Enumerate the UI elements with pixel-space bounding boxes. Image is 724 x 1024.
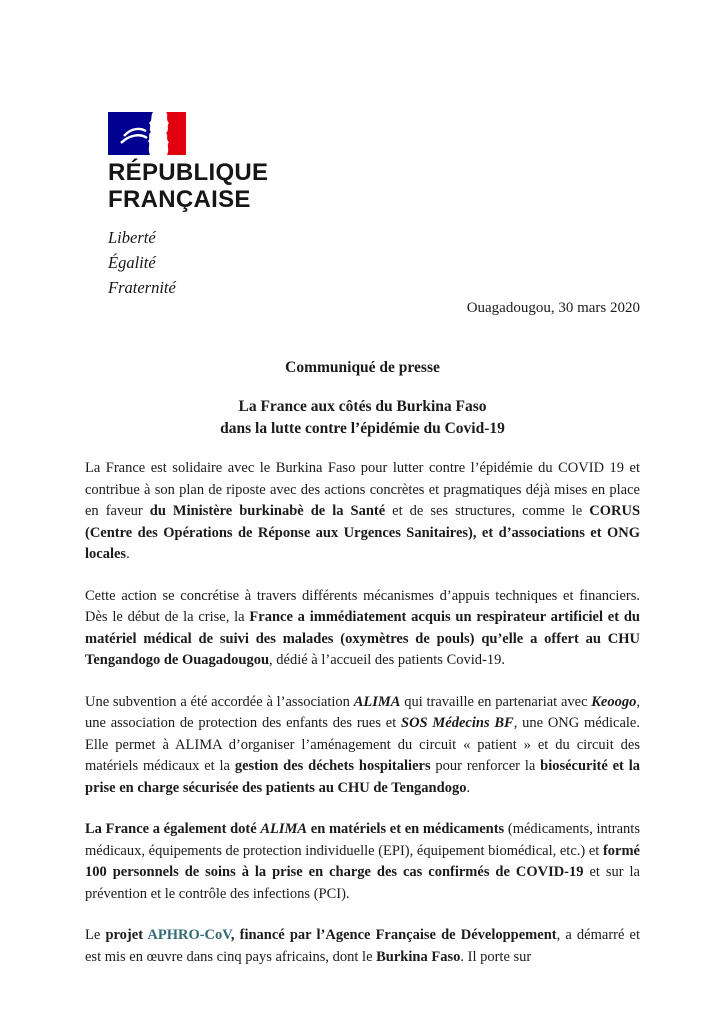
- republic-wordmark: [108, 159, 268, 213]
- document-title: [85, 396, 640, 440]
- document-body: [85, 358, 644, 988]
- text-run: France a immédiatement acquis un respirateur artificiel et du matériel médical de suivi des malades (oxymètres de pouls) qu’elle a offert au CHU Tengandogo de Ouagadougou: [85, 609, 644, 668]
- wordmark-line-1: RÉPUBLIQUE: [108, 159, 269, 186]
- text-run: et de ses structures, comme le: [385, 503, 590, 519]
- text-run: , a démarré et est mis en œuvre dans cinq pays africains, dont le: [85, 927, 644, 965]
- paragraph: [85, 458, 644, 566]
- text-run: , dédié à l’accueil des patients Covid-19.: [269, 652, 505, 668]
- french-republic-logo: [108, 112, 268, 300]
- text-run: projet: [105, 927, 148, 943]
- text-run: Burkina Faso: [376, 948, 461, 965]
- kicker: Communiqué de presse: [285, 359, 440, 376]
- motto-egalite: Égalité: [108, 253, 156, 272]
- text-run: ALIMA: [353, 693, 401, 710]
- text-run: , financé par l’Agence Française de Développement: [230, 927, 557, 943]
- paragraph: [85, 692, 644, 800]
- flag-red-shape: [165, 112, 186, 155]
- marianne-flag-icon: [108, 112, 186, 155]
- text-run: formé 100 personnels de soins à la prise en charge des cas confirmés de COVID-19: [85, 842, 644, 880]
- paragraph: [85, 819, 644, 905]
- wordmark-line-2: FRANÇAISE: [108, 186, 251, 213]
- text-run: .: [466, 779, 471, 796]
- text-run: Cette action se concrétise à travers différents mécanismes d’appuis techniques et financiers. Dès le début de la crise, la: [85, 587, 644, 625]
- text-run: La France est solidaire avec le Burkina Faso pour lutter contre l’épidémie du COVID 19 et contribue à son plan de riposte avec des actions concrètes et pragmatiques déjà mises en place en faveur: [85, 460, 644, 519]
- text-run: APHRO-CoV: [147, 927, 231, 943]
- paragraph: [85, 586, 644, 672]
- motto-liberte: Liberté: [108, 228, 156, 247]
- text-run: Une subvention a été accordée à l’association: [85, 693, 354, 710]
- dateline: Ouagadougou, 30 mars 2020: [466, 300, 640, 316]
- motto-fraternite: Fraternité: [108, 278, 176, 297]
- text-run: CORUS (Centre des Opérations de Réponse aux Urgences Sanitaires), et d’associations et ONG locales: [85, 503, 644, 562]
- motto: [108, 225, 268, 300]
- flag-blue-shape: [108, 112, 153, 155]
- text-run: Le: [85, 927, 106, 943]
- text-run: . Il porte sur: [460, 948, 532, 965]
- text-run: biosécurité et la prise en charge sécurisée des patients au CHU de Tengandogo: [85, 758, 644, 796]
- text-run: qui travaille en partenariat avec: [400, 693, 592, 710]
- text-run: SOS Médecins BF: [401, 715, 514, 731]
- text-run: et sur la prévention et le contrôle des infections (PCI).: [85, 864, 644, 902]
- text-run: pour renforcer la: [430, 758, 541, 774]
- document-paragraphs: [85, 458, 644, 968]
- text-run: (médicaments, intrants médicaux, équipements de protection individuelle (EPI), équipement biomédical, etc.) et: [85, 821, 644, 859]
- text-run: en matériels et en médicaments: [307, 821, 505, 837]
- text-run: gestion des déchets hospitaliers: [234, 758, 431, 774]
- title-line-1: La France aux côtés du Burkina Faso: [238, 398, 487, 415]
- text-run: du Ministère burkinabè de la Santé: [149, 503, 386, 519]
- text-run: La France a également doté: [85, 821, 261, 837]
- text-run: Keoogo: [591, 693, 637, 710]
- title-line-2: dans la lutte contre l’épidémie du Covid-19: [220, 420, 505, 437]
- text-run: ALIMA: [260, 821, 308, 837]
- text-run: , une association de protection des enfants des rues et: [85, 693, 644, 731]
- paragraph: [85, 925, 644, 968]
- text-run: , une ONG médicale. Elle permet à ALIMA d’organiser l’aménagement du circuit « patient » et du circuit des matériels médicaux et la: [85, 715, 644, 774]
- text-run: .: [126, 546, 130, 562]
